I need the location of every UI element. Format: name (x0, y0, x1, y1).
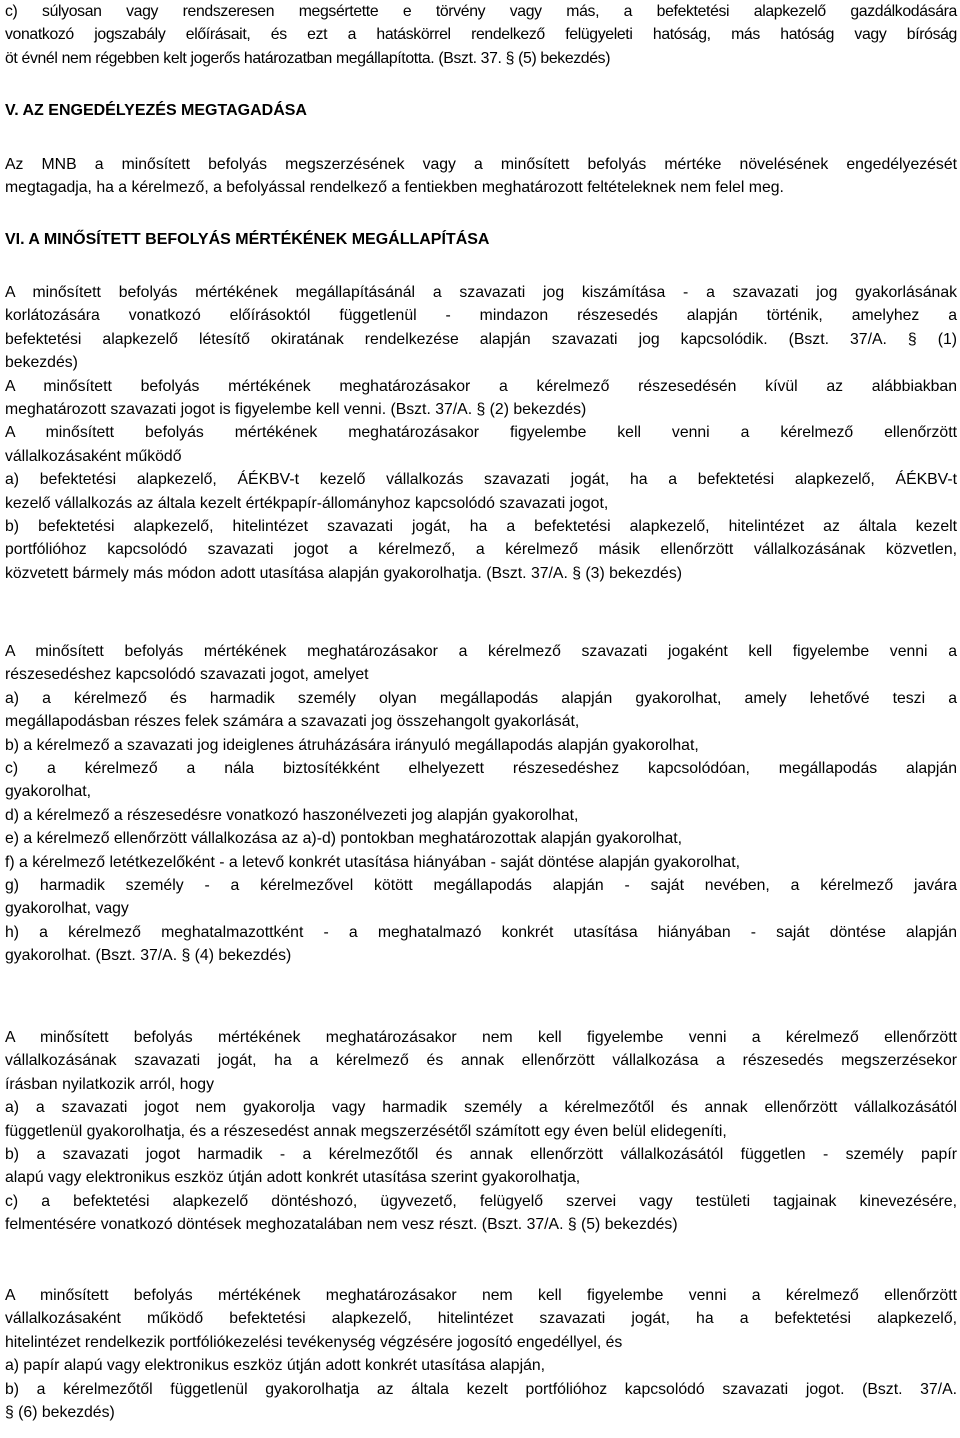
text-line: felmentésére vonatkozó döntések meghozatalában nem vesz részt. (Bszt. 37/A. § (5) bekezdés) (5, 1216, 678, 1234)
text-line: megtagadja, ha a kérelmező, a befolyással rendelkező a fentiekben meghatározott feltételeknek nem felel meg. (5, 179, 784, 197)
text-line: f) a kérelmező letétkezelőként - a letevő konkrét utasítása hiányában - saját döntése alapján gyakorolhat, (5, 853, 740, 871)
text-line: c) a kérelmező a nála biztosítékként elhelyezett részesedéshez kapcsolódóan, megállapodás alapján (5, 760, 957, 778)
text-line: c) súlyosan vagy rendszeresen megsértette e törvény vagy más, a befektetési alapkezelő gazdálkodására (5, 3, 957, 20)
text-line: gyakorolhat, (5, 783, 92, 801)
text-line: b) befektetési alapkezelő, hitelintézet szavazati jogát, ha a befektetési alapkezelő, hitelintézet az általa kezelt (5, 518, 957, 536)
text-line: A minősített befolyás mértékének meghatározásakor figyelembe kell venni a kérelmező ellenőrzött (5, 424, 957, 442)
text-line: A minősített befolyás mértékének meghatározásakor a kérelmező részesedésén kívül az alábbiakban (5, 377, 957, 395)
text-line: b) a kérelmező a szavazati jog ideiglenes átruházására irányuló megállapodás alapján gyakorolhat, (5, 736, 699, 754)
text-line: portfólióhoz kapcsolódó szavazati jogot a kérelmező, a kérelmező másik ellenőrzött vállalkozásának közvetlen, (5, 541, 957, 559)
section-v-paragraph (5, 153, 957, 200)
text-line: a) befektetési alapkezelő, ÁÉKBV-t kezelő vállalkozás szavazati jogát, ha a befektetési alapkezelő, ÁÉKBV-t (5, 471, 957, 489)
text-line: vállalkozásaként működő befektetési alapkezelő, hitelintézet szavazati jogát, ha a befektetési alapkezelő, (5, 1310, 957, 1328)
text-line: c) a befektetési alapkezelő döntéshozó, ügyvezető, felügyelő szervei vagy testületi tagjainak kinevezésére, (5, 1192, 957, 1210)
text-line: b) a szavazati jogot harmadik - a kérelmezőtől és annak ellenőrzött vállalkozásától független - személy papír (5, 1146, 957, 1164)
text-line: korlátozására vonatkozó előírásoktól függetlenül - mindazon részesedés alapján történik, amelyhez a (5, 307, 957, 325)
text-line: öt évnél nem régebben kelt jogerős határozatban megállapította. (Bszt. 37. § (5) bekezdés) (5, 49, 611, 67)
section-vi-block-1 (5, 281, 957, 585)
text-line: részesedéshez kapcsolódó szavazati jogot, amelyet (5, 666, 369, 684)
text-line: a) a kérelmező és harmadik személy olyan megállapodás alapján gyakorolhat, amely lehetővé teszi a (5, 689, 957, 707)
text-line: vállalkozásának szavazati jogát, ha a kérelmező és annak ellenőrzött vállalkozása a részesedés megszerzésekor (5, 1052, 957, 1070)
text-line: § (6) bekezdés) (5, 1404, 115, 1422)
text-line: alapú vagy elektronikus eszköz útján adott konkrét utasítása szerint gyakorolhatja, (5, 1169, 581, 1187)
text-line: bekezdés) (5, 354, 78, 372)
text-line: befektetési alapkezelő létesítő okiratának rendelkezése alapján szavazati jog kapcsolódik. (Bszt. 37/A. § (1) (5, 330, 957, 348)
text-line: e) a kérelmező ellenőrzött vállalkozása az a)-d) pontokban meghatározottak alapján gyakorolhat, (5, 830, 683, 848)
text-line: A minősített befolyás mértékének meghatározásakor a kérelmező szavazati jogaként kell figyelembe venni a (5, 643, 957, 660)
section-heading-vi: VI. A MINŐSÍTETT BEFOLYÁS MÉRTÉKÉNEK MEGÁLLAPÍTÁSA (5, 231, 490, 248)
text-line: vállalkozásaként működő (5, 447, 182, 465)
text-line: gyakorolhat. (Bszt. 37/A. § (4) bekezdés) (5, 947, 292, 965)
section-vi-block-2 (5, 640, 957, 968)
text-line: a) papír alapú vagy elektronikus eszköz útján adott konkrét utasítása alapján, (5, 1357, 546, 1375)
text-line: A minősített befolyás mértékének megállapításánál a szavazati jog kiszámítása - a szavazati jog gyakorlásának (5, 284, 957, 301)
text-line: függetlenül gyakorolhatja, és a részesedést annak megszerzésétől számított egy éven belül elidegeníti, (5, 1122, 727, 1140)
text-line: g) harmadik személy - a kérelmezővel kötött megállapodás alapján - saját nevében, a kérelmező javára (5, 877, 957, 895)
text-line: gyakorolhat, vagy (5, 900, 129, 918)
text-line: a) a szavazati jogot nem gyakorolja vagy harmadik személy a kérelmezőtől és annak ellenőrzött vállalkozásától (5, 1099, 957, 1117)
section-vi-block-4 (5, 1284, 957, 1424)
text-line: b) a kérelmezőtől függetlenül gyakorolhatja az általa kezelt portfólióhoz kapcsolódó szavazati jogot. (Bszt. 37/A. (5, 1380, 957, 1398)
text-line: A minősített befolyás mértékének meghatározásakor nem kell figyelembe venni a kérelmező ellenőrzött (5, 1287, 957, 1304)
section-vi-block-3 (5, 1026, 957, 1237)
text-line: vonatkozó jogszabály előírásait, és ezt a hatáskörrel rendelkező felügyeleti hatóság, más hatóság vagy bíróság (5, 26, 957, 44)
text-line: h) a kérelmező meghatalmazottként - a meghatalmazó konkrét utasítása hiányában - saját döntése alapján (5, 923, 957, 941)
text-line: írásban nyilatkozik arról, hogy (5, 1075, 214, 1093)
text-line: Az MNB a minősített befolyás megszerzésének vagy a minősített befolyás mértéke növelésének engedélyezését (5, 156, 957, 173)
text-line: kezelő vállalkozás az általa kezelt értékpapír-állományhoz kapcsolódó szavazati jogot, (5, 494, 609, 512)
text-line: meghatározott szavazati jogot is figyelembe kell venni. (Bszt. 37/A. § (2) bekezdés) (5, 401, 587, 419)
intro-paragraph (5, 0, 957, 70)
text-line: A minősített befolyás mértékének meghatározásakor nem kell figyelembe venni a kérelmező ellenőrzött (5, 1029, 957, 1046)
section-heading-v: V. AZ ENGEDÉLYEZÉS MEGTAGADÁSA (5, 102, 307, 119)
text-line: megállapodásban részes felek számára a szavazati jog összehangolt gyakorlását, (5, 713, 580, 731)
text-line: d) a kérelmező a részesedésre vonatkozó haszonélvezeti jog alapján gyakorolhat, (5, 806, 579, 824)
text-line: hitelintézet rendelkezik portfóliókezelési tevékenység végzésére jogosító engedéllyel, és (5, 1333, 623, 1351)
text-line: közvetett bármely más módon adott utasítása alapján gyakorolhatja. (Bszt. 37/A. § (3) bekezdés) (5, 564, 682, 582)
